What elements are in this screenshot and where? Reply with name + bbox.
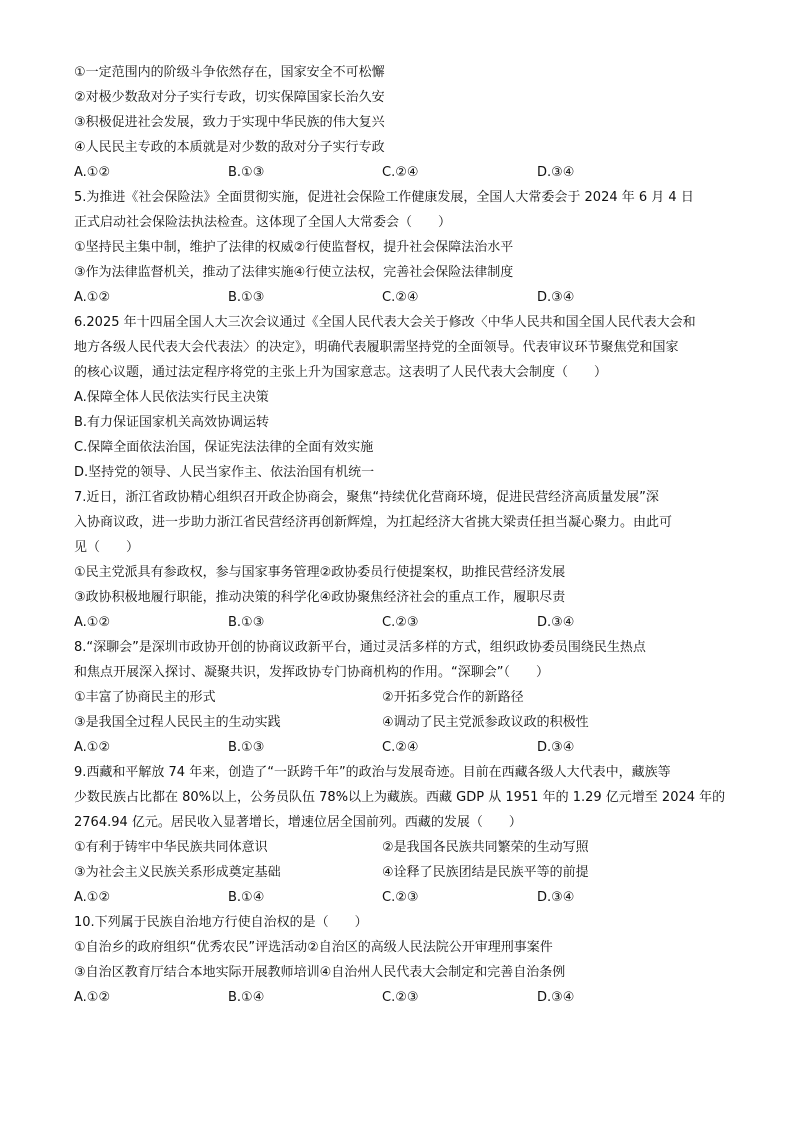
option-b: B.①③	[228, 615, 265, 630]
text-line: ④人民民主专政的本质就是对少数的敌对分子实行专政	[74, 140, 385, 155]
question-10-stem: 10.下列属于民族自治地方行使自治权的是（ ）	[74, 915, 368, 930]
statement: ③为社会主义民族关系形成奠定基础	[74, 865, 281, 880]
question-7-stem: 7.近日，浙江省政协精心组织召开政企协商会，聚焦“持续优化营商环境，促进民营经济高质量发展”深	[74, 490, 659, 505]
question-9-stem: 9.西藏和平解放 74 年来，创造了“一跃跨千年”的政治与发展奇迹。目前在西藏各级人大代表中，藏族等	[74, 765, 671, 780]
option-d: D.③④	[537, 890, 575, 905]
question-6-stem: 6.2025 年十四届全国人大三次会议通过《全国人民代表大会关于修改〈中华人民共和国全国人民代表大会和	[74, 315, 696, 330]
option-a: A.①②	[74, 165, 111, 180]
option-d: D.坚持党的领导、人民当家作主、依法治国有机统一	[74, 465, 375, 480]
text-line: 的核心议题，通过法定程序将党的主张上升为国家意志。这表明了人民代表大会制度（ ）	[74, 365, 608, 380]
text-line: ③政协积极地履行职能，推动决策的科学化④政协聚焦经济社会的重点工作，履职尽责	[74, 590, 566, 605]
text-line: 2764.94 亿元。居民收入显著增长，增速位居全国前列。西藏的发展（ ）	[74, 815, 522, 830]
option-a: A.①②	[74, 990, 111, 1005]
text-line: ①一定范围内的阶级斗争依然存在，国家安全不可松懈	[74, 65, 385, 80]
option-c: C.②④	[382, 740, 419, 755]
option-c: C.②③	[382, 990, 419, 1005]
text-line: ①民主党派具有参政权，参与国家事务管理②政协委员行使提案权，助推民营经济发展	[74, 565, 566, 580]
option-b: B.有力保证国家机关高效协调运转	[74, 415, 270, 430]
option-a: A.①②	[74, 290, 111, 305]
statement: ①有利于铸牢中华民族共同体意识	[74, 840, 268, 855]
statement: ①丰富了协商民主的形式	[74, 690, 216, 705]
text-line: ③自治区教育厅结合本地实际开展教师培训④自治州人民代表大会制定和完善自治条例	[74, 965, 566, 980]
option-b: B.①③	[228, 290, 265, 305]
option-b: B.①④	[228, 990, 265, 1005]
option-c: C.②④	[382, 290, 419, 305]
text-line: 和焦点开展深入探讨、凝聚共识，发挥政协专门协商机构的作用。“深聊会”（ ）	[74, 665, 549, 680]
question-8-stem: 8.“深聊会”是深圳市政协开创的协商议政新平台，通过灵活多样的方式，组织政协委员围绕民生热点	[74, 640, 646, 655]
statement: ②是我国各民族共同繁荣的生动写照	[382, 840, 589, 855]
text-line: 入协商议政，进一步助力浙江省民营经济再创新辉煌，为扛起经济大省挑大梁责任担当凝心聚力。由此可	[74, 515, 673, 530]
statement: ③是我国全过程人民民主的生动实践	[74, 715, 281, 730]
option-c: C.②③	[382, 615, 419, 630]
statement: ④调动了民主党派参政议政的积极性	[382, 715, 589, 730]
text-line: ①自治乡的政府组织“优秀农民”评选活动②自治区的高级人民法院公开审理刑事案件	[74, 940, 553, 955]
text-line: 少数民族占比都在 80%以上，公务员队伍 78%以上为藏族。西藏 GDP 从 1951 年的 1.29 亿元增至 2024 年的	[74, 790, 726, 805]
statement: ④诠释了民族团结是民族平等的前提	[382, 865, 589, 880]
option-b: B.①③	[228, 740, 265, 755]
text-line: ③积极促进社会发展，致力于实现中华民族的伟大复兴	[74, 115, 385, 130]
option-a: A.①②	[74, 615, 111, 630]
option-c: C.②④	[382, 165, 419, 180]
option-d: D.③④	[537, 615, 575, 630]
option-a: A.①②	[74, 890, 111, 905]
option-b: B.①④	[228, 890, 265, 905]
text-line: ②对极少数敌对分子实行专政，切实保障国家长治久安	[74, 90, 385, 105]
option-d: D.③④	[537, 290, 575, 305]
question-5-stem: 5.为推进《社会保险法》全面贯彻实施，促进社会保险工作健康发展，全国人大常委会于 2024 年 6 月 4 日	[74, 190, 694, 205]
option-c: C.②③	[382, 890, 419, 905]
option-d: D.③④	[537, 990, 575, 1005]
text-line: ①坚持民主集中制，维护了法律的权威②行使监督权，提升社会保障法治水平	[74, 240, 514, 255]
text-line: ③作为法律监督机关，推动了法律实施④行使立法权，完善社会保险法律制度	[74, 265, 514, 280]
option-a: A.保障全体人民依法实行民主决策	[74, 390, 269, 405]
statement: ②开拓多党合作的新路径	[382, 690, 524, 705]
option-b: B.①③	[228, 165, 265, 180]
text-line: 正式启动社会保险法执法检查。这体现了全国人大常委会（ ）	[74, 215, 452, 230]
option-c: C.保障全面依法治国，保证宪法法律的全面有效实施	[74, 440, 374, 455]
text-line: 地方各级人民代表大会代表法〉的决定》，明确代表履职需坚持党的全面领导。代表审议环节聚焦党和国家	[74, 340, 679, 355]
text-line: 见（ ）	[74, 540, 140, 555]
option-d: D.③④	[537, 165, 575, 180]
option-d: D.③④	[537, 740, 575, 755]
option-a: A.①②	[74, 740, 111, 755]
